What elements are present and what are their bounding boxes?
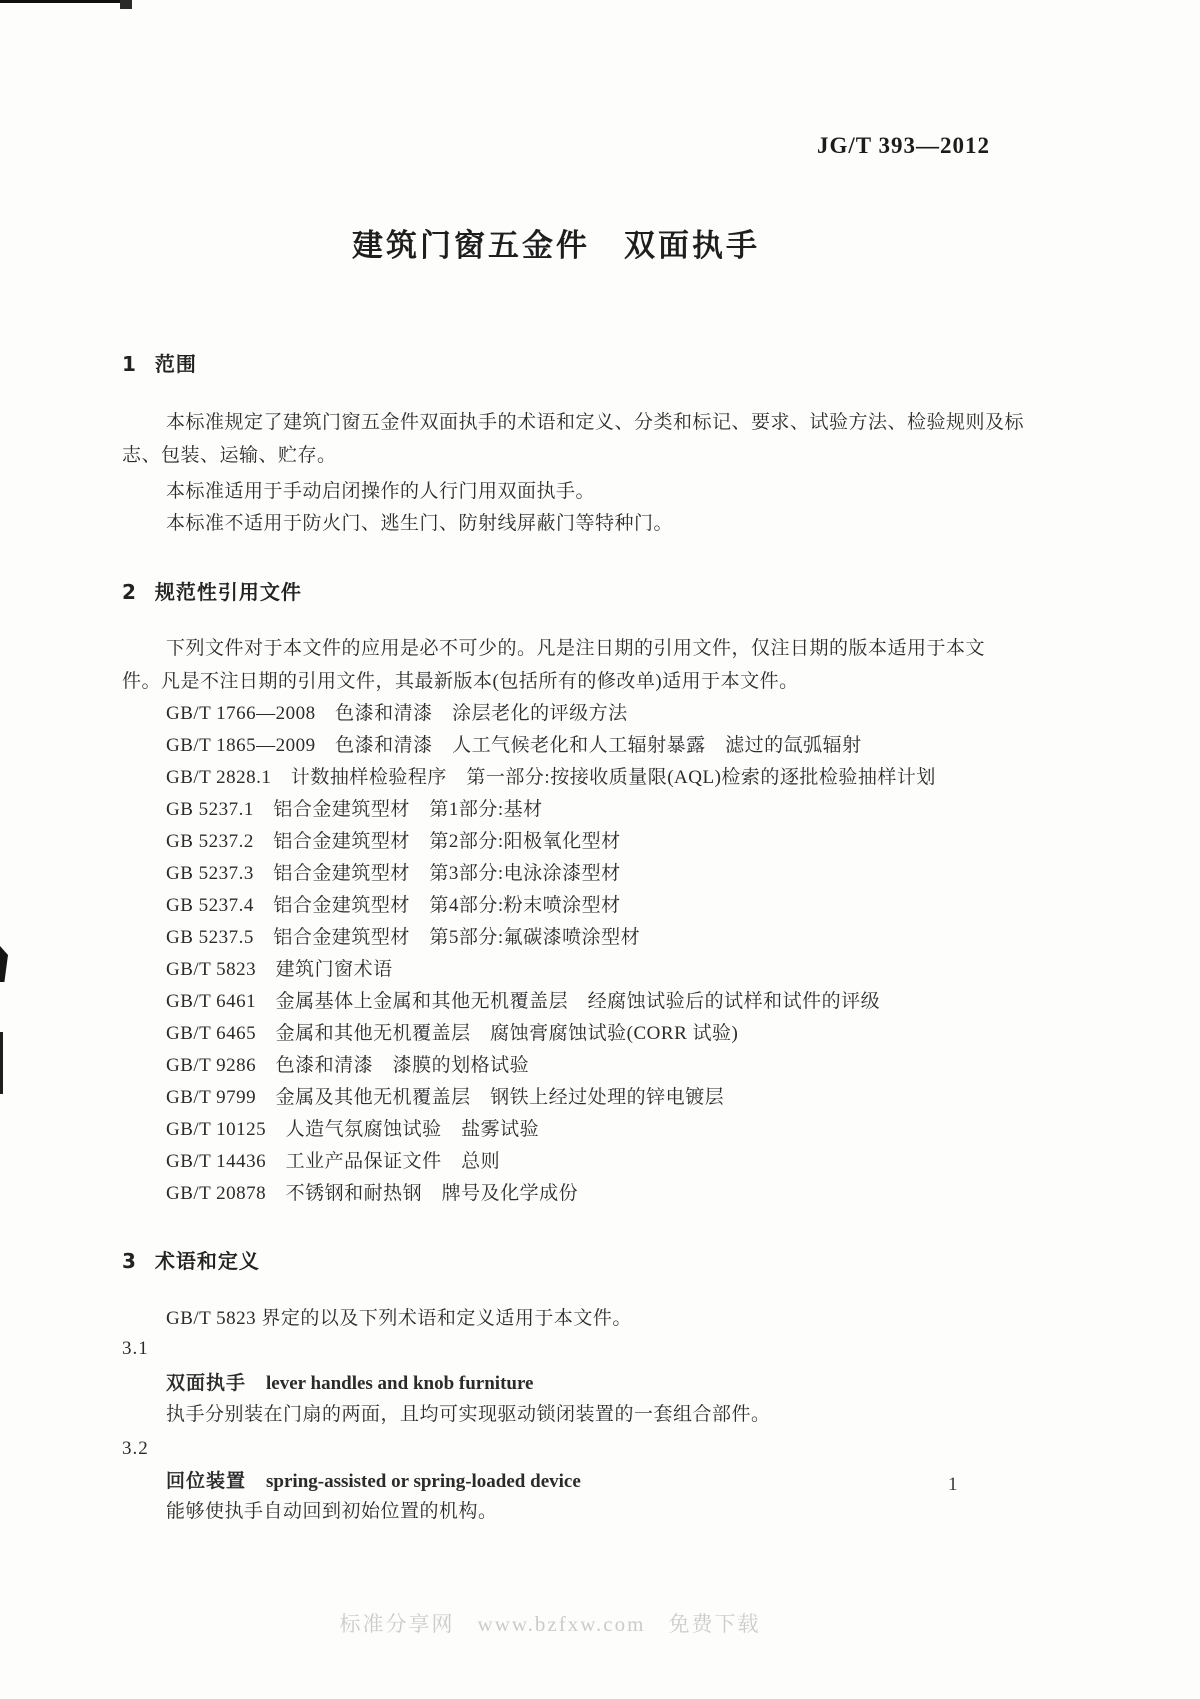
section-3-title: 术语和定义: [154, 1249, 260, 1273]
scan-artifact-top-nub: [120, 0, 132, 9]
terms-intro: GB/T 5823 界定的以及下列术语和定义适用于本文件。: [166, 1308, 632, 1329]
term-2-name: 回位装置: [166, 1470, 247, 1492]
reference-item: GB/T 14436 工业产品保证文件 总则: [166, 1151, 501, 1172]
section-3-number: 3: [122, 1249, 137, 1273]
reference-item: GB/T 2828.1 计数抽样检验程序 第一部分:按接收质量限(AQL)检索的逐批检验抽样计划: [166, 767, 936, 788]
normative-intro-line: 下列文件对于本文件的应用是必不可少的。凡是注日期的引用文件，仅注日期的版本适用于本文: [166, 638, 986, 659]
scan-artifact-left-wedge: [0, 946, 8, 982]
normative-intro-line: 件。凡是不注日期的引用文件，其最新版本(包括所有的修改单)适用于本文件。: [122, 671, 799, 692]
scope-paragraph-line: 志、包装、运输、贮存。: [122, 445, 337, 466]
section-1-number: 1: [122, 352, 137, 376]
reference-item: GB 5237.5 铝合金建筑型材 第5部分:氟碳漆喷涂型材: [166, 927, 641, 948]
term-1-number: 3.1: [122, 1338, 149, 1359]
standard-code: JG/T 393—2012: [817, 133, 990, 158]
section-2-heading: [122, 576, 1002, 605]
reference-item: GB/T 9286 色漆和清漆 漆膜的划格试验: [166, 1055, 530, 1076]
reference-item: GB 5237.4 铝合金建筑型材 第4部分:粉末喷涂型材: [166, 895, 621, 916]
term-2-number: 3.2: [122, 1438, 149, 1459]
footer-watermark: 标准分享网 www.bzfxw.com 免费下载: [339, 1612, 761, 1636]
reference-item: GB/T 6461 金属基体上金属和其他无机覆盖层 经腐蚀试验后的试样和试件的评级: [166, 991, 881, 1012]
term-2-definition: 能够使执手自动回到初始位置的机构。: [166, 1501, 498, 1522]
reference-item: GB/T 1865—2009 色漆和清漆 人工气候老化和人工辐射暴露 滤过的氙弧辐射: [166, 735, 862, 756]
scope-paragraph-line: 本标准不适用于防火门、逃生门、防射线屏蔽门等特种门。: [166, 513, 674, 534]
section-2-title: 规范性引用文件: [154, 580, 302, 604]
reference-item: GB/T 1766—2008 色漆和清漆 涂层老化的评级方法: [166, 703, 628, 724]
reference-item: GB/T 10125 人造气氛腐蚀试验 盐雾试验: [166, 1119, 540, 1140]
term-1-line: [122, 1372, 1046, 1396]
reference-item: GB/T 9799 金属及其他无机覆盖层 钢铁上经过处理的锌电镀层: [166, 1087, 725, 1108]
term-2-line: [122, 1470, 1046, 1494]
reference-item: GB 5237.3 铝合金建筑型材 第3部分:电泳涂漆型材: [166, 863, 621, 884]
section-3-heading: [122, 1245, 1002, 1274]
section-2-number: 2: [122, 580, 137, 604]
document-title: 建筑门窗五金件 双面执手: [352, 228, 760, 264]
scan-artifact-left-line: [0, 1032, 3, 1094]
section-1-heading: [122, 348, 1002, 377]
term-1-definition: 执手分别装在门扇的两面，且均可实现驱动锁闭装置的一套组合部件。: [166, 1404, 771, 1425]
reference-item: GB 5237.2 铝合金建筑型材 第2部分:阳极氧化型材: [166, 831, 621, 852]
reference-item: GB/T 6465 金属和其他无机覆盖层 腐蚀膏腐蚀试验(CORR 试验): [166, 1023, 739, 1044]
term-2-english: spring-assisted or spring-loaded device: [266, 1471, 581, 1492]
reference-item: GB/T 20878 不锈钢和耐热钢 牌号及化学成份: [166, 1183, 579, 1204]
reference-item: GB/T 5823 建筑门窗术语: [166, 959, 393, 980]
page-number: 1: [948, 1474, 958, 1495]
scope-paragraph-line: 本标准适用于手动启闭操作的人行门用双面执手。: [166, 481, 596, 502]
scope-paragraph-line: 本标准规定了建筑门窗五金件双面执手的术语和定义、分类和标记、要求、试验方法、检验规则及标: [166, 412, 1025, 433]
term-1-english: lever handles and knob furniture: [266, 1373, 534, 1394]
term-1-name: 双面执手: [166, 1372, 247, 1394]
scan-artifact-top-strip: [0, 0, 131, 3]
section-1-title: 范围: [154, 352, 197, 376]
reference-item: GB 5237.1 铝合金建筑型材 第1部分:基材: [166, 799, 543, 820]
